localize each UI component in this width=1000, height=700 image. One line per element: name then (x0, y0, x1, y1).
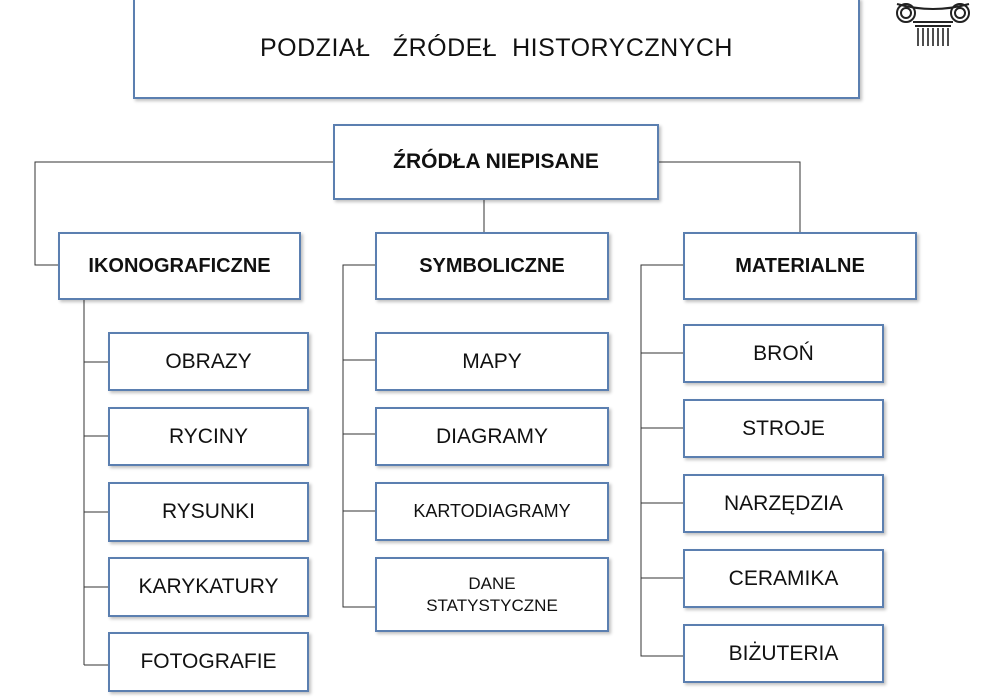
leaf-label: RYCINY (169, 424, 248, 448)
leaf-fotografie (108, 632, 309, 692)
leaf-label: DANE STATYSTYCZNE (426, 573, 558, 615)
connector-root-materialne (659, 162, 800, 232)
leaf-label: KARYKATURY (138, 575, 279, 598)
leaf-karykatury (108, 557, 309, 617)
leaf-dane-statystyczne (375, 557, 609, 632)
diagram-title (133, 0, 860, 99)
leaf-stroje (683, 399, 884, 458)
diagram-title-text: PODZIAŁ ŹRÓDEŁ HISTORYCZNYCH (260, 34, 733, 62)
leaf-obrazy (108, 332, 309, 391)
category-materialne (683, 232, 917, 300)
category-label: SYMBOLICZNE (419, 254, 565, 277)
connector-symboliczne-trunk (343, 265, 375, 607)
leaf-label: BROŃ (753, 341, 814, 365)
category-ikonograficzne (58, 232, 301, 300)
leaf-kartodiagramy (375, 482, 609, 541)
category-label: MATERIALNE (735, 254, 865, 277)
root-node (333, 124, 659, 200)
leaf-label: DIAGRAMY (435, 424, 548, 448)
category-label: IKONOGRAFICZNE (88, 254, 271, 277)
category-symboliczne (375, 232, 609, 300)
leaf-label: MAPY (462, 349, 522, 373)
leaf-label: BIŻUTERIA (728, 641, 839, 665)
leaf-narzedzia (683, 474, 884, 533)
root-node-label: ŹRÓDŁA NIEPISANE (393, 150, 599, 173)
leaf-rysunki (108, 482, 309, 542)
leaf-label: NARZĘDZIA (723, 491, 843, 515)
leaf-bron (683, 324, 884, 383)
leaf-label: KARTODIAGRAMY (413, 501, 571, 521)
leaf-ryciny (108, 407, 309, 466)
leaf-label: FOTOGRAFIE (140, 650, 277, 673)
leaf-bizuteria (683, 624, 884, 683)
leaf-ceramika (683, 549, 884, 608)
leaf-label: OBRAZY (165, 349, 252, 373)
leaf-label: RYSUNKI (162, 500, 255, 523)
leaf-label: CERAMIKA (728, 566, 839, 590)
connector-materialne-trunk (641, 265, 683, 656)
leaf-mapy (375, 332, 609, 391)
ionic-column-capital-icon (893, 0, 973, 48)
leaf-diagramy (375, 407, 609, 466)
leaf-label: STROJE (742, 416, 825, 440)
